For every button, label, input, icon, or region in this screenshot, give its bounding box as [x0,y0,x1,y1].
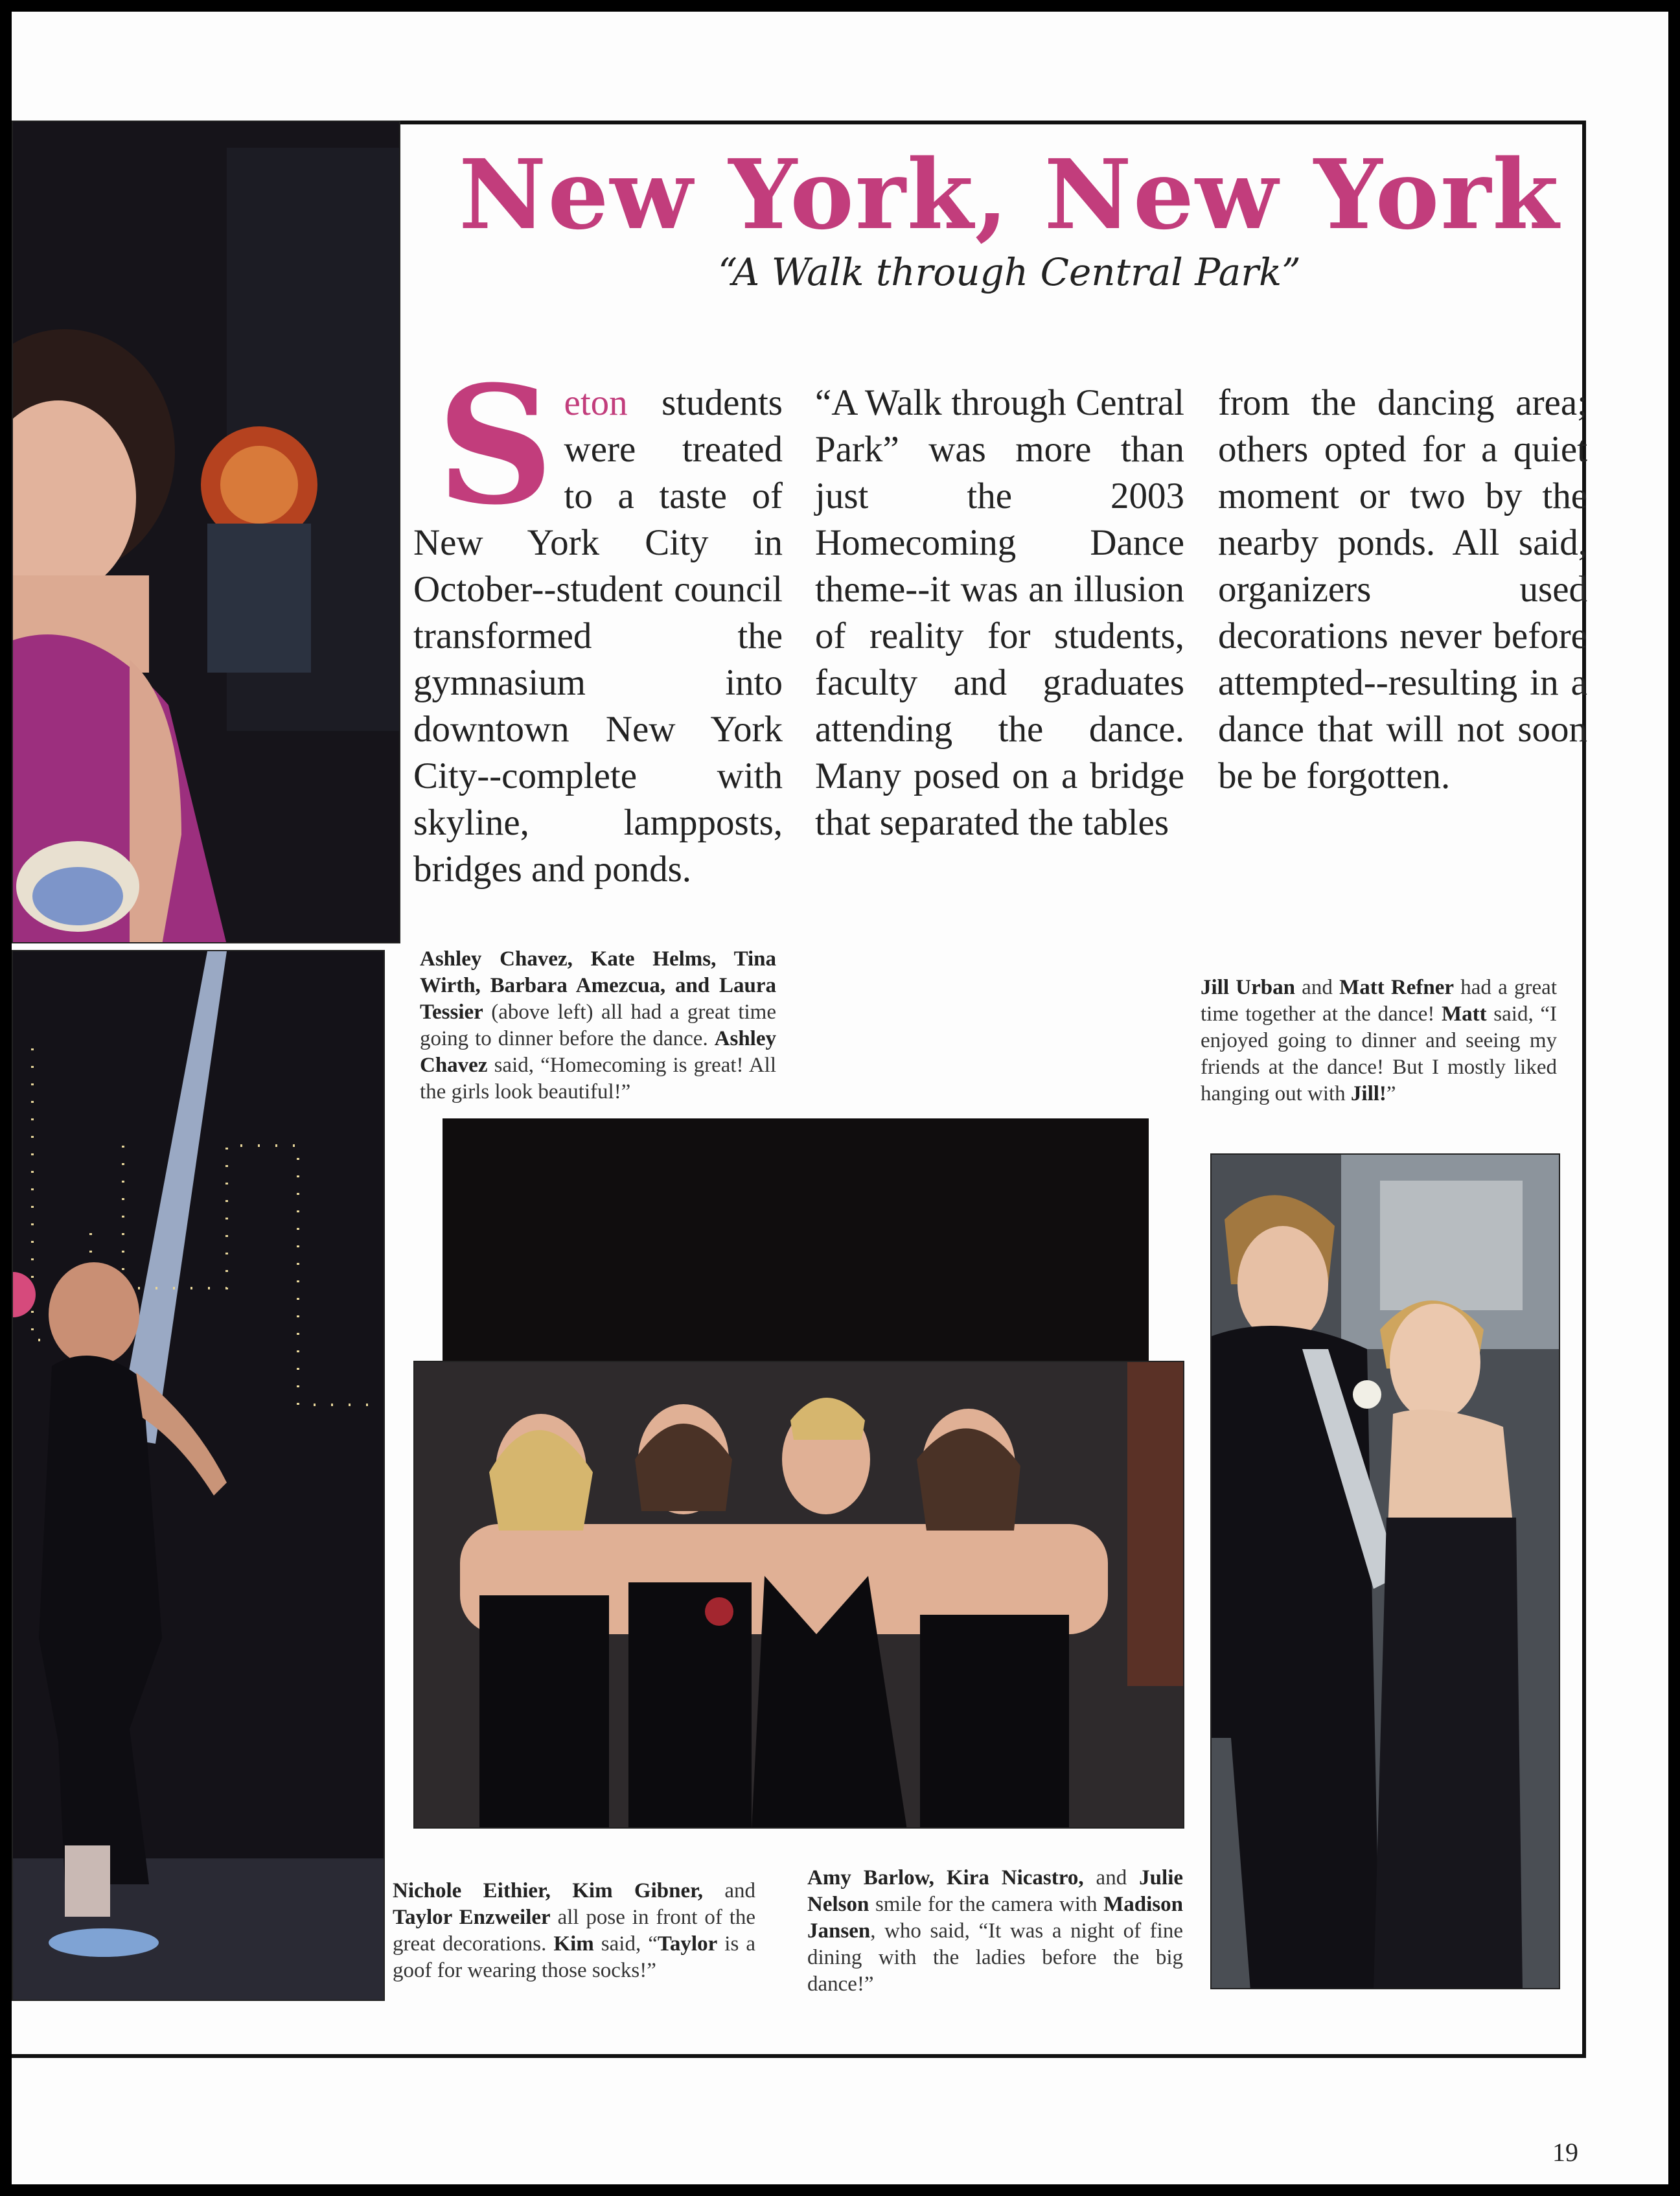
caption-nichole-names-2: Taylor Enzweiler [393,1906,551,1929]
caption-amy-names-1: Amy Barlow, Kira Nicastro, [807,1866,1084,1890]
caption-ashley-text-1: (above left) all had a great time going to dinner before the dance. [420,1000,776,1050]
caption-nichole-text-1: all pose in front of the great decorations. [393,1906,756,1956]
drop-cap: S [437,350,554,540]
caption-ashley-group [420,946,776,1105]
caption-amy-names-2: Julie Nelson [807,1866,1184,1916]
caption-jill-speaker: Matt [1442,1002,1487,1026]
caption-nichole-group [393,1878,755,1984]
yearbook-page [12,12,1668,2184]
caption-amy-group [807,1865,1183,1998]
page-number: 19 [1552,2138,1578,2167]
caption-jill-matt [1201,975,1557,1107]
story-column-1 [413,350,783,893]
caption-amy-text-1: smile for the camera with [869,1893,1104,1916]
caption-jill-text-3: ” [1386,1082,1396,1105]
story-column-2: “A Walk through Central Park” was more than just the 2003 Homecoming Dance theme--it was an illusion of reality for students, faculty and graduates attending the dance. Many posed on a bridge that separated the tables [815,382,1184,843]
caption-nichole-text-2: said, “ [593,1932,658,1956]
caption-nichole-name-3: Taylor [657,1932,718,1956]
story-column-1-text: students were treated to a taste of New York City in October--student council transformed the gymnasium into downtown New York City--complete with skyline, lampposts, bridges and ponds. [413,382,783,890]
caption-nichole-speaker: Kim [553,1932,594,1956]
caption-amy-names-3: Madison Jansen [807,1893,1183,1943]
caption-nichole-and: and [702,1879,755,1902]
caption-nichole-text-3: is a goof for wearing those socks!” [393,1932,755,1982]
photo-four-girls [413,1361,1184,1829]
caption-amy-text-2: , who said, “It was a night of fine dining with the ladies before the big dance!” [807,1919,1183,1996]
photo-girl-with-lights [12,950,385,2001]
photo-jill-and-matt-image [1212,1155,1560,1989]
caption-jill-and: and [1295,976,1340,999]
caption-ashley-text-2: said, “Homecoming is great! All the girls look beautiful!” [420,1054,776,1104]
caption-nichole-names-1: Nichole Eithier, Kim Gibner, [393,1879,703,1902]
photo-girl-magenta-dress [12,121,400,943]
page-title: New York, New York [459,138,1560,251]
caption-jill-text-1: had a great time together at the dance! [1201,976,1557,1026]
photo-girl-magenta-dress-image [13,122,400,943]
photo-jill-and-matt [1210,1153,1560,1989]
caption-amy-and: and [1083,1866,1140,1890]
photo-dark-placeholder [443,1118,1149,1372]
page-subtitle: “A Walk through Central Park” [718,250,1301,294]
caption-ashley-speaker: Ashley Chavez [420,1027,776,1077]
photo-four-girls-image [415,1362,1184,1829]
story-column-3: from the dancing area; others opted for a quiet moment or two by the nearby ponds. All said, organizers used decorations never before attempted--resulting in a dance that will not soon be be forgotten. [1218,382,1587,796]
caption-jill-name-2: Matt Refner [1339,976,1455,999]
photo-girl-with-lights-image [13,951,385,2001]
caption-jill-name-1: Jill Urban [1201,976,1295,999]
caption-ashley-names: Ashley Chavez, Kate Helms, Tina Wirth, Barbara Amezcua, and Laura Tessier [420,947,776,1024]
caption-jill-name-3: Jill! [1350,1082,1387,1105]
caption-jill-text-2: said, “I enjoyed going to dinner and seeing my friends at the dance! But I mostly liked hanging out with [1201,1002,1557,1105]
drop-cap-word-rest: eton [564,382,628,423]
